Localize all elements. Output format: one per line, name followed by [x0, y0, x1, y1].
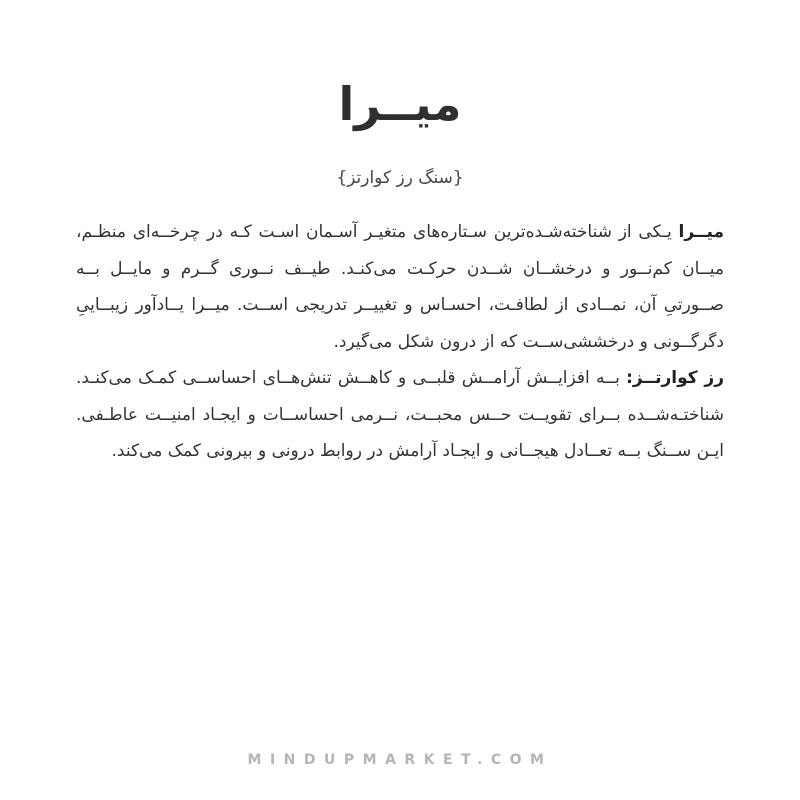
paragraph-lead-mira: میــرا [678, 222, 724, 242]
paragraph-text-mira: یـکی از شناخته‌شـده‌ترین سـتاره‌های متغیـر آسـمان اسـت کـه در چرخــه‌ای منظـم، میــان کم‌نــور و درخشــان شــدن حرکـت می‌کنـد. طیــف نــوری گــرم و مایــل بــه صــورتیِ آن، نمــادی از لطافـت، احسـاس و تغییــر تدریجی اســت. میــرا یــادآور زیبــاییِ دگرگــونی و درخششی‌ســت که از درون شکل می‌گیرد. [76, 222, 724, 352]
footer-brand: MINDUPMARKET.COM [247, 752, 553, 768]
description-body [76, 214, 724, 470]
paragraph-mira [76, 214, 724, 360]
paragraph-rose-quartz [76, 360, 724, 470]
paragraph-lead-rose-quartz: رز کوارتــز: [626, 368, 724, 388]
page-title: میــرا [338, 77, 462, 131]
paragraph-text-rose-quartz: بــه افزایــش آرامــش قلبــی و کاهــش تنش‌هــای احساســی کمـک می‌کنـد. شناختـه‌شــده بــرای تقویــت حــس محبــت، نــرمی احساســات و ایجـاد امنیــت عاطـفی. ایـن ســنگ بــه تعــادل هیجــانی و ایجـاد آرامش در روابط درونی و بیرونی کمک می‌کند. [76, 368, 724, 461]
page-subtitle: {سنگ رز کوارتز} [336, 168, 464, 188]
